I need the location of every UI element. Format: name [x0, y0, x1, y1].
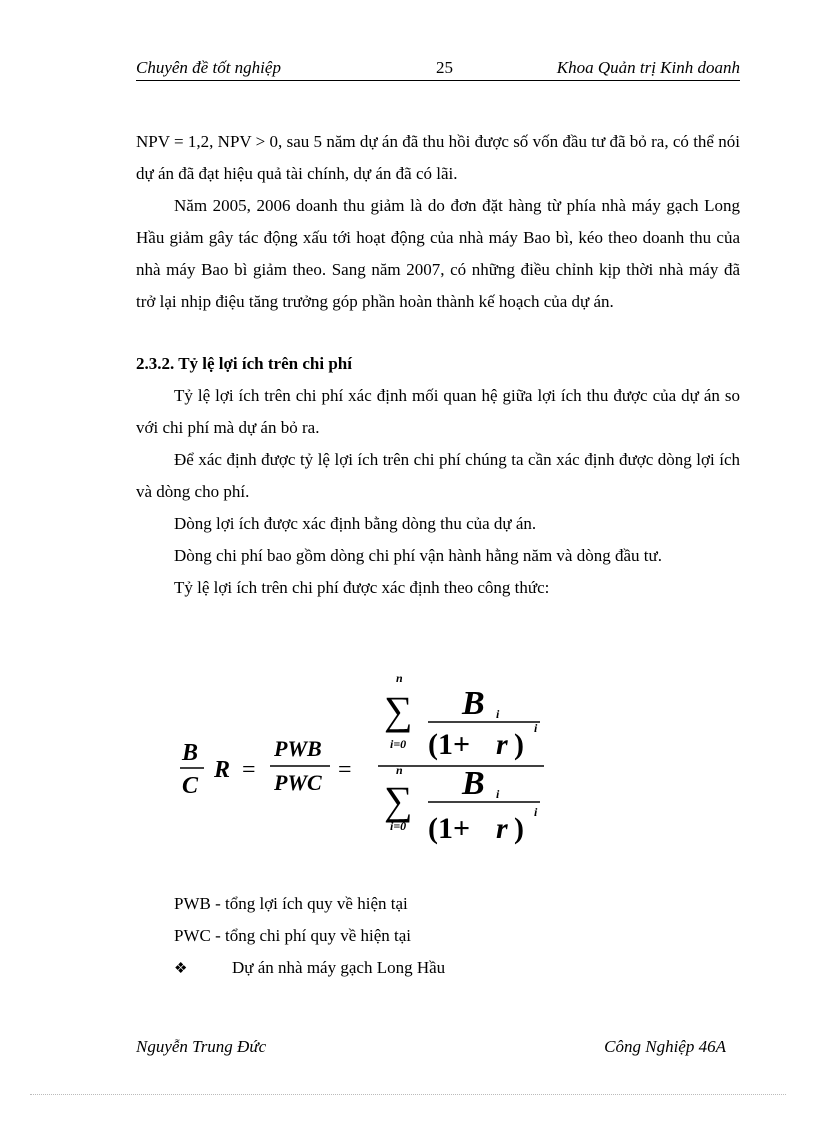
numerator-denominator-open: (1+: [428, 728, 471, 761]
spacer: [136, 318, 740, 348]
header-faculty: Khoa Quản trị Kinh doanh: [556, 58, 740, 77]
section-heading: 2.3.2. Tỷ lệ lợi ích trên chi phí: [136, 354, 352, 373]
numerator-sigma: ∑: [384, 688, 413, 733]
formula-c: C: [182, 773, 199, 799]
formula-pwc: PWC: [274, 770, 322, 795]
header-document-title: Chuyên đề tốt nghiệp: [136, 58, 281, 77]
page-header: [136, 58, 740, 81]
term-pwb: PWB - tổng lợi ích quy về hiện tại: [174, 894, 408, 913]
formula-equals-2: =: [338, 757, 352, 783]
denominator-denominator-r: r: [496, 812, 508, 845]
numerator-b-subscript: i: [496, 707, 500, 721]
bullet-item-text: Dự án nhà máy gạch Long Hầu: [232, 958, 446, 977]
denominator-sigma: ∑: [384, 778, 413, 823]
numerator-exponent: i: [534, 721, 538, 735]
numerator-denominator-close: ): [514, 728, 524, 761]
page-edge-divider: [30, 1094, 786, 1095]
numerator-b: B: [462, 685, 485, 722]
denominator-lower-limit: i=0: [390, 819, 407, 833]
paragraph-ratio-definition: Tỷ lệ lợi ích trên chi phí xác định mối quan hệ giữa lợi ích thu được của dự án so với chi phí mà dự án bỏ ra.: [136, 386, 740, 437]
formula-r: R: [214, 757, 231, 783]
formula-b: B: [182, 740, 199, 766]
bullet-item: [174, 952, 445, 985]
numerator-denominator-r: r: [496, 728, 508, 761]
numerator-upper-limit: n: [396, 676, 403, 685]
denominator-upper-limit: n: [396, 763, 403, 777]
paragraph-formula-intro: Tỷ lệ lợi ích trên chi phí được xác định theo công thức:: [174, 578, 550, 597]
denominator-exponent: i: [534, 805, 538, 819]
benefit-cost-formula: [178, 676, 558, 856]
paragraph-npv-result: NPV = 1,2, NPV > 0, sau 5 năm dự án đã thu hồi được số vốn đầu tư đã bỏ ra, có thể nói dự án đã đạt hiệu quả tài chính, dự án đã có lãi.: [136, 132, 740, 183]
denominator-denominator-close: ): [514, 812, 524, 845]
formula-equals-1: =: [242, 757, 256, 783]
footer-class: Công Nghiệp 46A: [604, 1037, 726, 1056]
formula-terms: [174, 888, 445, 985]
paragraph-cost-stream: Dòng chi phí bao gồm dòng chi phí vận hành hằng năm và dòng đầu tư.: [174, 546, 662, 565]
header-page-number: 25: [436, 58, 453, 77]
footer-author: Nguyễn Trung Đức: [136, 1037, 267, 1056]
numerator-lower-limit: i=0: [390, 737, 407, 751]
diamond-bullet-icon: ❖: [174, 961, 188, 977]
term-pwc: PWC - tổng chi phí quy về hiện tại: [174, 926, 412, 945]
paragraph-ratio-determination: Để xác định được tỷ lệ lợi ích trên chi phí chúng ta cần xác định được dòng lợi ích và dòng cho phí.: [136, 450, 740, 501]
formula-pwb: PWB: [274, 736, 322, 761]
denominator-b-subscript: i: [496, 787, 500, 801]
denominator-b: B: [462, 765, 485, 802]
paragraph-benefit-stream: Dòng lợi ích được xác định bằng dòng thu của dự án.: [174, 514, 537, 533]
page-body: [136, 126, 740, 604]
paragraph-revenue-decline: Năm 2005, 2006 doanh thu giảm là do đơn đặt hàng từ phía nhà máy gạch Long Hầu giảm gây tác động xấu tới hoạt động của nhà máy Bao bì, kéo theo doanh thu của nhà máy Bao bì giảm theo. Sang năm 2007, có những điều chỉnh kịp thời nhà máy đã trở lại nhịp điệu tăng trưởng góp phần hoàn thành kế hoạch của dự án.: [136, 196, 740, 311]
denominator-denominator-open: (1+: [428, 812, 471, 845]
